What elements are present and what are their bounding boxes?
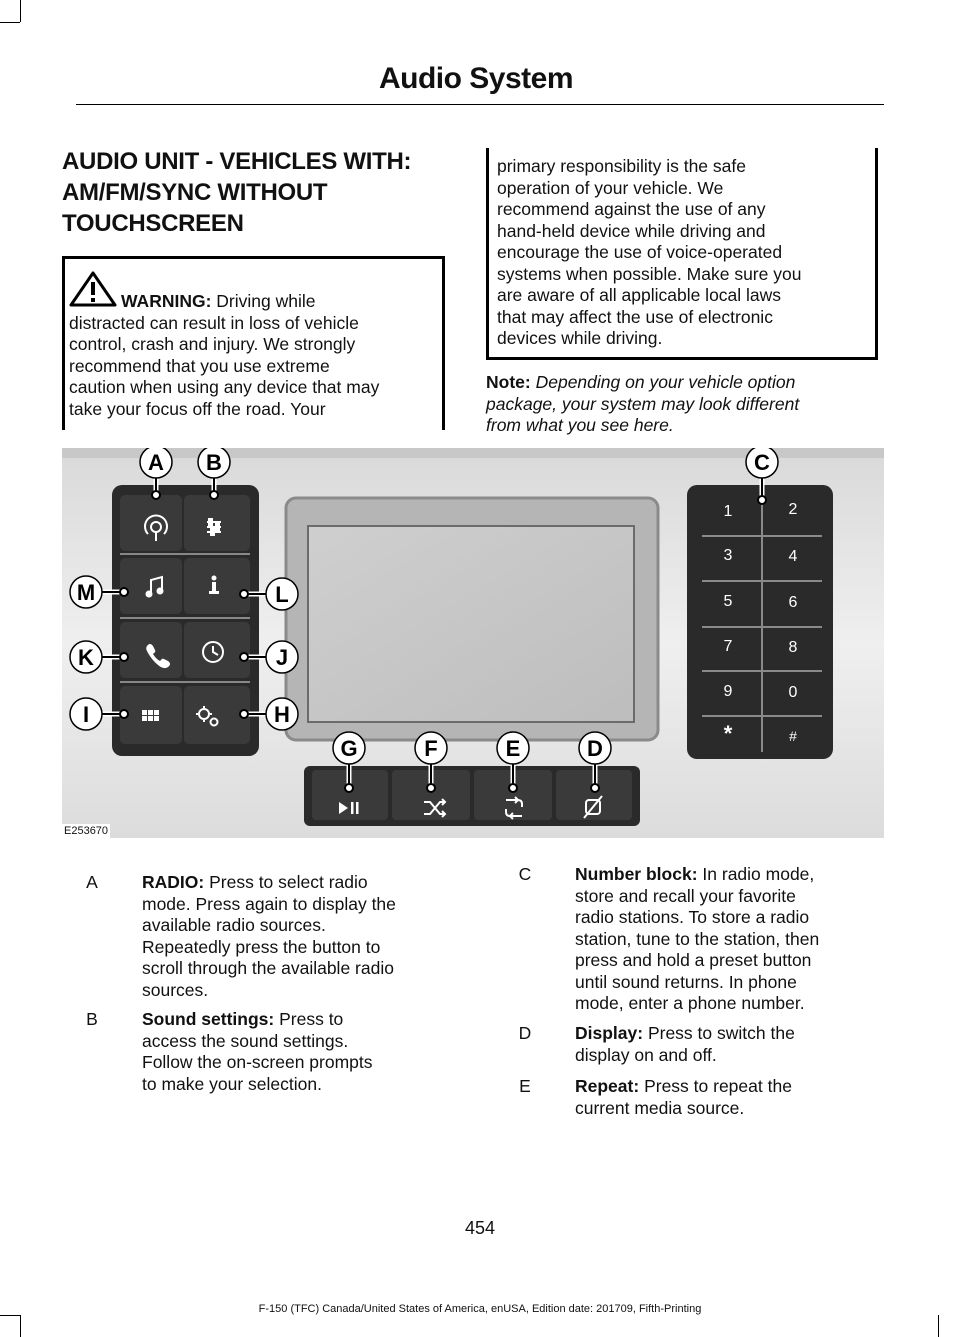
legend-entry-e: E Repeat: Press to repeat the current media source. bbox=[519, 1076, 792, 1118]
legend-entry-c: C Number block: In radio mode, store and recall your favorite radio stations. To store a radio station, tune to the station, then press and hold a preset button until sound returns. In phone mode, enter a phone number. bbox=[518, 864, 820, 1013]
keypad-key-label: 1 bbox=[723, 503, 733, 520]
figure-id: E253670 bbox=[64, 825, 109, 837]
page-number: 454 bbox=[464, 1218, 496, 1238]
section-title: Audio System bbox=[378, 62, 573, 95]
keypad-key-label: 6 bbox=[788, 594, 798, 611]
callout-letter: L bbox=[275, 582, 289, 607]
callout-letter: D bbox=[587, 736, 603, 761]
footer-text: F-150 (TFC) Canada/United States of America, enUSA, Edition date: 201709, Fifth-Printing bbox=[258, 1303, 702, 1315]
clock-button[interactable] bbox=[184, 622, 250, 678]
audio-unit-figure bbox=[62, 448, 884, 838]
callout-letter: F bbox=[424, 736, 438, 761]
radio-button[interactable] bbox=[120, 495, 182, 551]
header-divider bbox=[76, 104, 884, 105]
callout-letter: H bbox=[274, 702, 290, 727]
crop-mark bbox=[938, 1315, 939, 1337]
keypad-key-label: 5 bbox=[723, 593, 733, 610]
legend-left bbox=[62, 872, 452, 1112]
callout-letter: I bbox=[82, 702, 90, 727]
warning-label: WARNING: bbox=[121, 291, 212, 311]
legend-entry-d: D Display: Press to switch the display on and off. bbox=[518, 1023, 795, 1065]
note: Note: Depending on your vehicle option package, your system may look different from what you see here. bbox=[486, 372, 800, 435]
callout-letter: K bbox=[78, 645, 94, 670]
note-label: Note: bbox=[486, 372, 531, 392]
display-screen bbox=[308, 526, 634, 722]
callout-letter: B bbox=[206, 450, 222, 475]
legend-entry-b: B Sound settings: Press to access the sound settings. Follow the on-screen prompts to make your selection. bbox=[86, 1009, 373, 1094]
callout-letter: E bbox=[505, 736, 521, 761]
crop-mark bbox=[0, 1315, 20, 1316]
callout-letter: C bbox=[754, 450, 770, 475]
sound-settings-icon bbox=[207, 519, 221, 535]
legend-entry-a: A RADIO: Press to select radio mode. Press again to display the available radio sources. Repeatedly press the button to scroll through the available radio sources. bbox=[86, 872, 396, 1000]
legend-right bbox=[495, 864, 885, 1124]
keypad-key-label: 8 bbox=[788, 639, 798, 656]
keypad-key-label: 9 bbox=[723, 683, 733, 700]
callout-letter: A bbox=[148, 450, 164, 475]
crop-mark bbox=[20, 1315, 21, 1337]
keypad-key-label: # bbox=[789, 728, 797, 744]
keypad-key-label: * bbox=[723, 721, 733, 746]
keypad-key-label: 4 bbox=[788, 548, 798, 565]
callout-letter: J bbox=[275, 645, 289, 670]
keypad-key-label: 3 bbox=[723, 547, 733, 564]
crop-mark bbox=[0, 22, 20, 23]
keypad-key-label: 2 bbox=[788, 501, 798, 518]
warning-continuation-box: primary responsibility is the safe operation of your vehicle. We recommend against the use of any hand-held device while driving and encourage the use of voice-operated systems when possible. Make sure you are aware of all applicable local laws that may affect the use of electronic devices while driving. bbox=[486, 148, 878, 360]
info-button[interactable] bbox=[184, 558, 250, 614]
callout-letter: M bbox=[76, 580, 96, 605]
warning-box: WARNING: Driving while distracted can result in loss of vehicle control, crash and injury. We strongly recommend that you use extreme caution when using any device that may take your focus off the road. Your bbox=[62, 256, 445, 430]
number-block bbox=[687, 485, 833, 759]
callout-letter: G bbox=[340, 736, 358, 761]
keypad-key-label: 7 bbox=[723, 638, 733, 655]
keypad-key-label: 0 bbox=[788, 684, 798, 701]
warning-triangle-icon bbox=[69, 271, 117, 307]
page-heading: AUDIO UNIT - VEHICLES WITH: AM/FM/SYNC WITHOUT TOUCHSCREEN bbox=[62, 148, 412, 237]
crop-mark bbox=[20, 0, 21, 22]
